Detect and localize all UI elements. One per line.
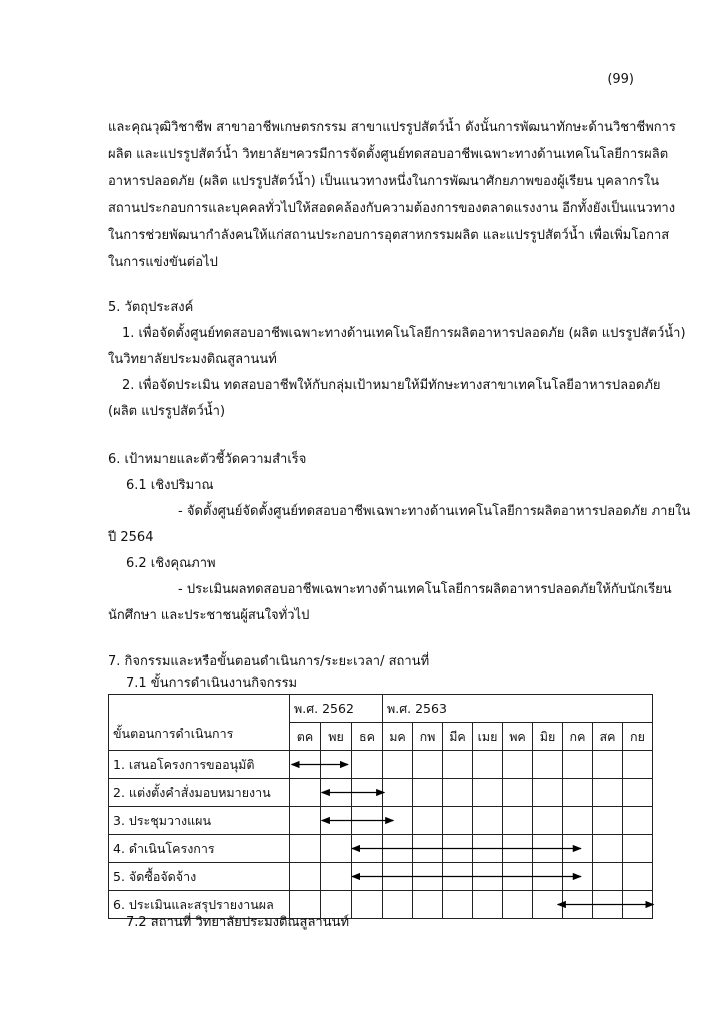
qualitative-heading: 6.2 เชิงคุณภาพ (126, 556, 216, 571)
schedule-cell (593, 779, 623, 807)
intro-line: และคุณวุฒิวิชาชีพ สาขาอาชีพเกษตรกรรม สาขาแปรรูปสัตว์น้ำ ดังนั้นการพัฒนาทักษะด้านวิชาชีพการ (108, 120, 676, 135)
schedule-cell (623, 835, 653, 863)
schedule-cell (503, 807, 533, 835)
schedule-cell (533, 751, 563, 779)
schedule-cell (321, 835, 352, 863)
intro-line: สถานประกอบการและบุคคลทั่วไปให้สอดคล้องกับความต้องการของตลาดแรงงาน อีกทั้งยังเป็นแนวทาง (108, 201, 676, 216)
section-7-heading: 7. กิจกรรมและหรือขั้นตอนดำเนินการ/ระยะเวลา/ สถานที่ (108, 654, 430, 669)
schedule-cell (383, 807, 413, 835)
schedule-cell (443, 891, 473, 919)
schedule-cell (352, 835, 383, 863)
schedule-cell (473, 863, 503, 891)
year-2562-header: พ.ศ. 2562 (290, 695, 383, 723)
month-header: ธค (352, 723, 383, 751)
month-header: กพ (413, 723, 443, 751)
intro-line: ผลิต และแปรรูปสัตว์น้ำ วิทยาลัยฯควรมีการจัดตั้งศูนย์ทดสอบอาชีพเฉพาะทางด้านเทคโนโลยีการผลิต (108, 147, 669, 162)
table-row (109, 835, 653, 863)
schedule-cell (352, 807, 383, 835)
schedule-cell (593, 891, 623, 919)
schedule-cell (352, 779, 383, 807)
schedule-cell (533, 779, 563, 807)
schedule-cell (563, 835, 593, 863)
month-header: กย (623, 723, 653, 751)
schedule-cell (290, 779, 321, 807)
schedule-cell (290, 751, 321, 779)
location-line: 7.2 สถานที่ วิทยาลัยประมงติณสูลานนท์ (126, 915, 350, 930)
schedule-cell (563, 751, 593, 779)
schedule-cell (321, 863, 352, 891)
schedule-cell (321, 807, 352, 835)
intro-line: อาหารปลอดภัย (ผลิต แปรรูปสัตว์น้ำ) เป็นแนวทางหนึ่งในการพัฒนาศักยภาพของผู้เรียน บุคลากรใน (108, 174, 660, 189)
qualitative-line-2: นักศึกษา และประชาชนผู้สนใจทั่วไป (108, 608, 310, 623)
schedule-cell (503, 751, 533, 779)
schedule-cell (413, 807, 443, 835)
schedule-cell (352, 863, 383, 891)
step-label: 1. เสนอโครงการขออนุมัติ (109, 751, 290, 779)
schedule-cell (352, 891, 383, 919)
schedule-cell (443, 807, 473, 835)
month-header: กค (563, 723, 593, 751)
quantitative-line-2: ปี 2564 (108, 530, 154, 545)
schedule-cell (290, 863, 321, 891)
schedule-cell (623, 779, 653, 807)
schedule-cell (473, 891, 503, 919)
schedule-cell (563, 807, 593, 835)
step-label: 3. ประชุมวางแผน (109, 807, 290, 835)
objective-2-line-2: (ผลิต แปรรูปสัตว์น้ำ) (108, 404, 226, 419)
objective-1-line-1: 1. เพื่อจัดตั้งศูนย์ทดสอบอาชีพเฉพาะทางด้านเทคโนโลยีการผลิตอาหารปลอดภัย (ผลิต แปรรูปสัตว์น้ำ) (122, 326, 686, 341)
activity-schedule-table (108, 694, 653, 919)
section-5-heading: 5. วัตถุประสงค์ (108, 300, 194, 315)
schedule-cell (593, 863, 623, 891)
objective-1-line-2: ในวิทยาลัยประมงติณสูลานนท์ (108, 352, 277, 367)
schedule-cell (623, 863, 653, 891)
schedule-cell (383, 891, 413, 919)
schedule-cell (503, 891, 533, 919)
schedule-cell (443, 863, 473, 891)
schedule-cell (593, 835, 623, 863)
schedule-cell (321, 779, 352, 807)
schedule-cell (473, 779, 503, 807)
schedule-cell (383, 863, 413, 891)
schedule-cell (413, 779, 443, 807)
schedule-cell (623, 891, 653, 919)
schedule-cell (473, 835, 503, 863)
schedule-cell (593, 751, 623, 779)
schedule-cell (473, 807, 503, 835)
month-header: มค (383, 723, 413, 751)
schedule-cell (383, 835, 413, 863)
table-row (109, 779, 653, 807)
step-label: 2. แต่งตั้งคำสั่งมอบหมายงาน (109, 779, 290, 807)
schedule-cell (413, 863, 443, 891)
qualitative-line-1: - ประเมินผลทดสอบอาชีพเฉพาะทางด้านเทคโนโลยีการผลิตอาหารปลอดภัยให้กับนักเรียน (178, 582, 672, 597)
schedule-cell (443, 751, 473, 779)
year-2563-header: พ.ศ. 2563 (383, 695, 653, 723)
intro-line: ในการแข่งขันต่อไป (108, 255, 218, 270)
schedule-cell (533, 891, 563, 919)
schedule-cell (413, 835, 443, 863)
schedule-cell (443, 835, 473, 863)
step-column-header: ขั้นตอนการดำเนินการ (109, 695, 290, 751)
month-header: มิย (533, 723, 563, 751)
schedule-cell (563, 891, 593, 919)
month-header: เมย (473, 723, 503, 751)
schedule-cell (563, 863, 593, 891)
activity-steps-heading: 7.1 ขั้นการดำเนินงานกิจกรรม (126, 676, 298, 691)
schedule-cell (413, 751, 443, 779)
page-number: (99) (607, 72, 634, 87)
step-label: 6. ประเมินและสรุปรายงานผล (109, 891, 290, 919)
step-label: 5. จัดซื้อจัดจ้าง (109, 863, 290, 891)
schedule-cell (503, 863, 533, 891)
schedule-cell (383, 751, 413, 779)
schedule-cell (473, 751, 503, 779)
month-header: พค (503, 723, 533, 751)
schedule-cell (352, 751, 383, 779)
schedule-cell (503, 835, 533, 863)
schedule-cell (413, 891, 443, 919)
table-row (109, 751, 653, 779)
step-label: 4. ดำเนินโครงการ (109, 835, 290, 863)
table-row (109, 863, 653, 891)
schedule-cell (623, 751, 653, 779)
intro-line: ในการช่วยพัฒนากำลังคนให้แก่สถานประกอบการอุตสาหกรรมผลิต และแปรรูปสัตว์น้ำ เพื่อเพิ่มโอกาส (108, 228, 670, 243)
schedule-cell (290, 835, 321, 863)
month-header: ตค (290, 723, 321, 751)
schedule-cell (593, 807, 623, 835)
table-row (109, 807, 653, 835)
schedule-cell (321, 751, 352, 779)
schedule-cell (443, 779, 473, 807)
schedule-cell (563, 779, 593, 807)
section-6-heading: 6. เป้าหมายและตัวชี้วัดความสำเร็จ (108, 452, 307, 467)
month-header: พย (321, 723, 352, 751)
schedule-cell (623, 807, 653, 835)
quantitative-line-1: - จัดตั้งศูนย์จัดตั้งศูนย์ทดสอบอาชีพเฉพาะทางด้านเทคโนโลยีการผลิตอาหารปลอดภัย ภายใน (178, 504, 691, 519)
schedule-cell (383, 779, 413, 807)
objective-2-line-1: 2. เพื่อจัดประเมิน ทดสอบอาชีพให้กับกลุ่มเป้าหมายให้มีทักษะทางสาขาเทคโนโลยีอาหารปลอดภัย (122, 378, 661, 393)
schedule-cell (533, 835, 563, 863)
schedule-cell (533, 863, 563, 891)
schedule-cell (533, 807, 563, 835)
month-header: มีค (443, 723, 473, 751)
quantitative-heading: 6.1 เชิงปริมาณ (126, 478, 214, 493)
schedule-cell (290, 807, 321, 835)
schedule-cell (503, 779, 533, 807)
month-header: สค (593, 723, 623, 751)
